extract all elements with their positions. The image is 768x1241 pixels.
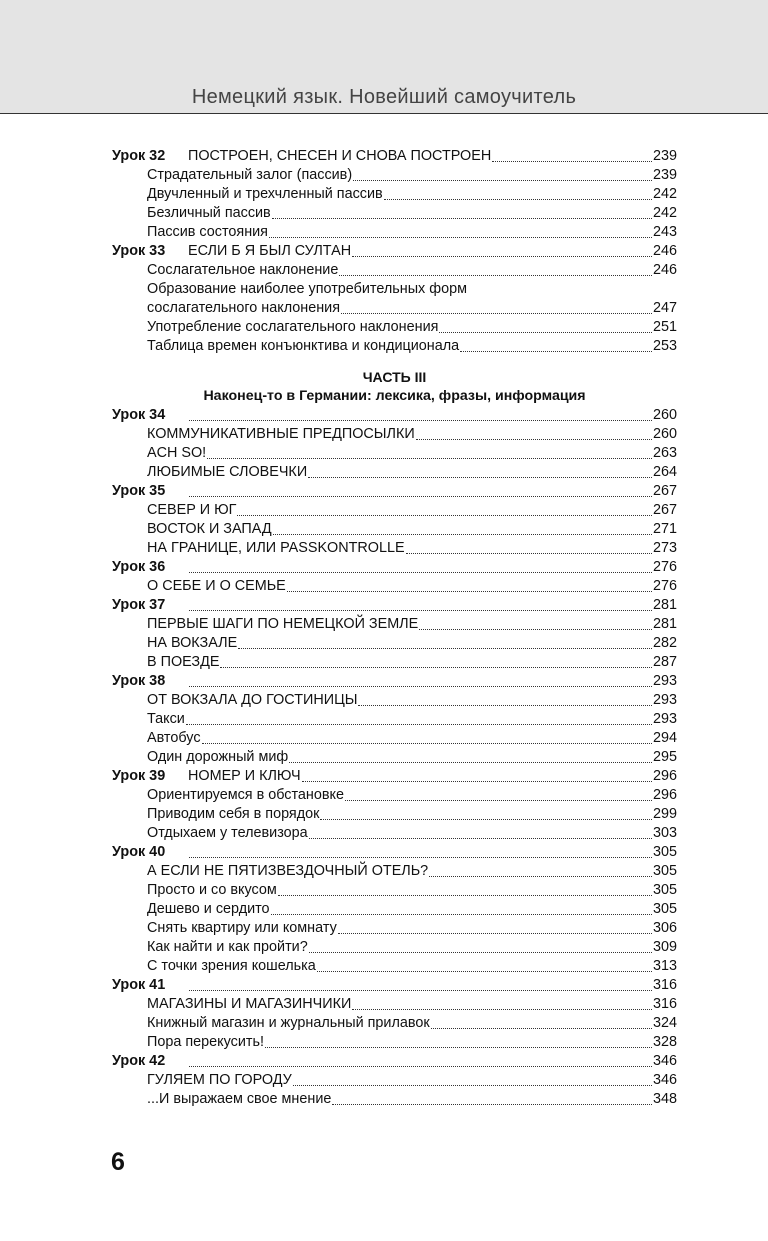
dot-leader [265,1046,652,1048]
toc-entry-row [112,748,677,767]
entry-title: Как найти и как пройти? [147,939,308,955]
toc-entry-row [112,938,677,957]
entry-page: 316 [652,996,677,1012]
dot-leader [186,723,652,725]
entry-page: 281 [652,597,677,613]
toc-entry-row [112,805,677,824]
dot-leader [189,419,652,421]
entry-title: Один дорожный миф [147,749,289,765]
dot-leader [352,1008,652,1010]
entry-title: ...И выражаем свое мнение [147,1091,332,1107]
lesson-number: Урок 32 [112,148,166,164]
dot-leader [189,571,652,573]
entry-title: О СЕБЕ И О СЕМЬЕ [147,578,286,594]
entry-page: 306 [652,920,677,936]
toc-section-top [112,147,677,356]
toc-entry-row [112,223,677,242]
entry-page: 242 [652,205,677,221]
dot-leader [317,970,652,972]
entry-title: Отдыхаем у телевизора [147,825,308,841]
toc-lesson-row [112,558,677,577]
toc-entry-row [112,280,677,299]
entry-title: Снять квартиру или комнату [147,920,337,936]
toc-entry-row [112,900,677,919]
entry-title: Употребление сослагательного наклонения [147,319,439,335]
dot-leader [287,590,652,592]
entry-title: КОММУНИКАТИВНЫЕ ПРЕДПОСЫЛКИ [147,426,415,442]
toc-entry-row [112,425,677,444]
dot-leader [189,1065,652,1067]
entry-title: Таблица времен конъюнктива и кондиционала [147,338,460,354]
entry-page: 328 [652,1034,677,1050]
dot-leader [341,312,652,314]
dot-leader [207,457,652,459]
dot-leader [289,761,652,763]
toc-entry-row [112,463,677,482]
dot-leader [271,913,652,915]
entry-page: 267 [652,502,677,518]
entry-page: 296 [652,787,677,803]
dot-leader [345,799,652,801]
entry-page: 281 [652,616,677,632]
entry-page: 251 [652,319,677,335]
entry-title: Безличный пассив [147,205,271,221]
toc-entry-row [112,318,677,337]
dot-leader [238,647,652,649]
entry-title: Приводим себя в порядок [147,806,320,822]
lesson-number: Урок 36 [112,559,166,575]
entry-page: 242 [652,186,677,202]
entry-page: 346 [652,1053,677,1069]
dot-leader [189,609,652,611]
entry-page: 247 [652,300,677,316]
lesson-number: Урок 41 [112,977,166,993]
book-title: Немецкий язык. Новейший самоучитель [191,86,577,108]
dot-leader [308,476,652,478]
toc-entry-row [112,1014,677,1033]
lesson-number: Урок 40 [112,844,166,860]
entry-page: 267 [652,483,677,499]
entry-page: 299 [652,806,677,822]
dot-leader [439,331,652,333]
page-number: 6 [111,1148,125,1176]
dot-leader [269,236,652,238]
lesson-number: Урок 35 [112,483,166,499]
dot-leader [332,1103,652,1105]
toc-entry-row [112,204,677,223]
entry-title: ЛЮБИМЫЕ СЛОВЕЧКИ [147,464,308,480]
entry-title: ОТ ВОКЗАЛА ДО ГОСТИНИЦЫ [147,692,358,708]
toc-entry-row [112,824,677,843]
dot-leader [309,951,652,953]
entry-page: 263 [652,445,677,461]
dot-leader [202,742,652,744]
entry-page: 239 [652,167,677,183]
entry-page: 348 [652,1091,677,1107]
entry-page: 305 [652,844,677,860]
dot-leader [460,350,652,352]
entry-page: 276 [652,578,677,594]
dot-leader [309,837,652,839]
dot-leader [189,989,652,991]
dot-leader [302,780,652,782]
entry-title: ВОСТОК И ЗАПАД [147,521,272,537]
entry-title: ПЕРВЫЕ ШАГИ ПО НЕМЕЦКОЙ ЗЕМЛЕ [147,616,419,632]
entry-page: 293 [652,673,677,689]
entry-page: 273 [652,540,677,556]
entry-page: 282 [652,635,677,651]
dot-leader [320,818,652,820]
entry-page: 246 [652,243,677,259]
toc-lesson-row [112,767,677,786]
entry-page: 305 [652,882,677,898]
entry-title: ГУЛЯЕМ ПО ГОРОДУ [147,1072,292,1088]
dot-leader [353,179,652,181]
dot-leader [338,932,652,934]
toc-lesson-row [112,482,677,501]
entry-title: Книжный магазин и журнальный прилавок [147,1015,430,1031]
entry-page: 243 [652,224,677,240]
dot-leader [339,274,652,276]
toc-entry-row [112,185,677,204]
entry-title: Страдательный залог (пассив) [147,167,353,183]
part-subheading: Наконец-то в Германии: лексика, фразы, информация [203,388,586,404]
toc-entry-row [112,299,677,318]
entry-page: 287 [652,654,677,670]
toc-entry-row [112,957,677,976]
toc-entry-row [112,710,677,729]
dot-leader [293,1084,652,1086]
entry-page: 346 [652,1072,677,1088]
dot-leader [492,160,652,162]
toc-entry-row [112,653,677,672]
dot-leader [189,495,652,497]
toc-entry-row [112,881,677,900]
dot-leader [406,552,652,554]
toc-entry-row [112,337,677,356]
dot-leader [429,875,652,877]
dot-leader [419,628,652,630]
toc-lesson-row [112,147,677,166]
toc-lesson-row [112,406,677,425]
entry-page: 294 [652,730,677,746]
lesson-number: Урок 38 [112,673,166,689]
entry-title: Образование наиболее употребительных форм [147,281,467,297]
toc-entry-row [112,615,677,634]
entry-title: Такси [147,711,185,727]
toc-entry-row [112,995,677,1014]
entry-page: 296 [652,768,677,784]
entry-title: Пассив состояния [147,224,268,240]
dot-leader [220,666,652,668]
entry-page: 260 [652,407,677,423]
toc-entry-row [112,1090,677,1109]
entry-page: 293 [652,711,677,727]
table-of-contents [112,147,677,1109]
toc-entry-row [112,786,677,805]
toc-lesson-row [112,596,677,615]
entry-page: 295 [652,749,677,765]
entry-title: Просто и со вкусом [147,882,277,898]
dot-leader [237,514,652,516]
toc-entry-row [112,1071,677,1090]
toc-entry-row [112,501,677,520]
entry-title: НОМЕР И КЛЮЧ [188,768,301,784]
entry-title: ПОСТРОЕН, СНЕСЕН И СНОВА ПОСТРОЕН [188,148,492,164]
entry-page: 253 [652,338,677,354]
entry-title: сослагательного наклонения [147,300,341,316]
lesson-number: Урок 39 [112,768,166,784]
entry-title: В ПОЕЗДЕ [147,654,220,670]
dot-leader [431,1027,652,1029]
entry-title: С точки зрения кошелька [147,958,316,974]
entry-page: 276 [652,559,677,575]
toc-lesson-row [112,242,677,261]
toc-entry-row [112,577,677,596]
toc-entry-row [112,444,677,463]
part-heading: ЧАСТЬ III [362,369,427,385]
dot-leader [352,255,652,257]
toc-entry-row [112,691,677,710]
entry-page: 246 [652,262,677,278]
lesson-number: Урок 42 [112,1053,166,1069]
entry-page: 324 [652,1015,677,1031]
running-header [0,0,768,114]
toc-entry-row [112,862,677,881]
entry-page: 239 [652,148,677,164]
entry-page: 260 [652,426,677,442]
entry-page: 293 [652,692,677,708]
entry-page: 305 [652,863,677,879]
section-gap [112,356,677,368]
entry-title: Пора перекусить! [147,1034,264,1050]
entry-page: 303 [652,825,677,841]
dot-leader [189,685,652,687]
dot-leader [189,856,652,858]
toc-entry-row [112,261,677,280]
toc-lesson-row [112,976,677,995]
toc-entry-row [112,919,677,938]
entry-page: 305 [652,901,677,917]
toc-lesson-row [112,1052,677,1071]
toc-entry-row [112,166,677,185]
toc-lesson-row [112,843,677,862]
entry-title: Дешево и сердито [147,901,270,917]
lesson-number: Урок 37 [112,597,166,613]
entry-page: 271 [652,521,677,537]
toc-section-bottom [112,406,677,1109]
entry-page: 309 [652,939,677,955]
toc-entry-row [112,1033,677,1052]
entry-title: Сослагательное наклонение [147,262,339,278]
dot-leader [358,704,652,706]
lesson-number: Урок 34 [112,407,166,423]
entry-title: Автобус [147,730,201,746]
entry-title: ЕСЛИ Б Я БЫЛ СУЛТАН [188,243,352,259]
toc-entry-row [112,729,677,748]
dot-leader [272,217,652,219]
entry-title: ACH SO! [147,445,207,461]
entry-title: А ЕСЛИ НЕ ПЯТИЗВЕЗДОЧНЫЙ ОТЕЛЬ? [147,863,429,879]
dot-leader [273,533,652,535]
entry-title: МАГАЗИНЫ И МАГАЗИНЧИКИ [147,996,352,1012]
dot-leader [384,198,652,200]
lesson-number: Урок 33 [112,243,166,259]
toc-entry-row [112,520,677,539]
entry-title: СЕВЕР И ЮГ [147,502,237,518]
entry-page: 313 [652,958,677,974]
dot-leader [278,894,652,896]
entry-title: Ориентируемся в обстановке [147,787,344,803]
entry-page: 316 [652,977,677,993]
toc-entry-row [112,539,677,558]
entry-page: 264 [652,464,677,480]
entry-title: НА ГРАНИЦЕ, ИЛИ PASSKONTROLLE [147,540,405,556]
entry-title: НА ВОКЗАЛЕ [147,635,238,651]
toc-entry-row [112,634,677,653]
dot-leader [416,438,652,440]
entry-title: Двучленный и трехчленный пассив [147,186,383,202]
toc-lesson-row [112,672,677,691]
